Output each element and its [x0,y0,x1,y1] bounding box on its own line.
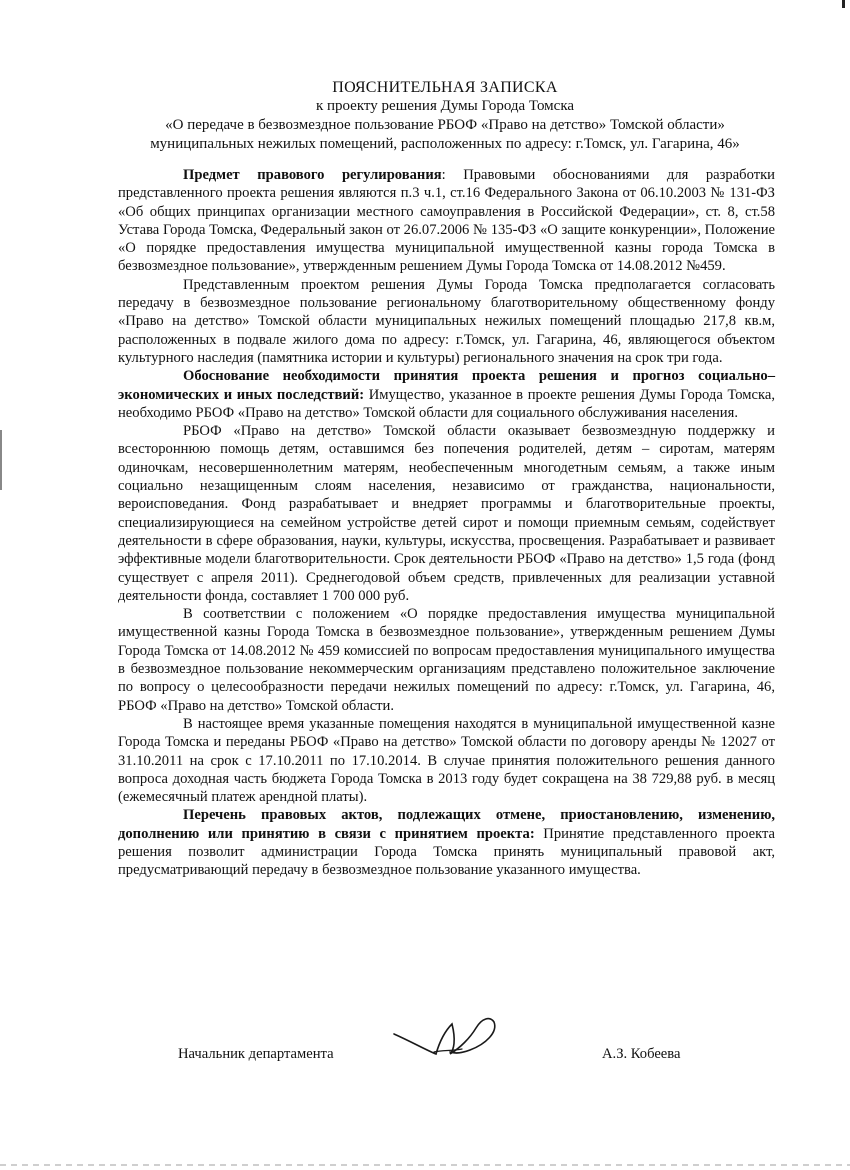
paragraph-commission-conclusion [118,605,775,715]
signatory-position: Начальник департамента [178,1046,334,1062]
signatory-name: А.З. Кобеева [602,1046,681,1062]
paragraph-text: Принятие представленного проекта решения позволит администрации Города Томска принять муниципальный правовой акт, предусматривающий передачу в безвозмездное пользование указанного имущества. [118,825,775,879]
paragraph-legal-acts [118,806,775,879]
paragraph-foundation-activity [118,422,775,605]
scan-edge-mark-top-right [842,0,845,8]
paragraph-regulation-subject [118,166,775,276]
scan-artifact-line [0,1164,850,1166]
paragraph-heading: Предмет правового регулирования [183,167,442,183]
signature-block [178,1046,738,1070]
paragraph-text: Имущество, указанное в проекте решения Думы Города Томска, необходимо РБОФ «Право на детство» Томской области для социального обслуживания населения. [118,386,775,421]
header-address-line: муниципальных нежилых помещений, расположенных по адресу: г.Томск, ул. Гагарина, 46» [150,136,740,152]
paragraph-project-description [118,276,775,367]
paragraph-justification [118,367,775,422]
document-body [118,166,775,880]
paragraph-text: В соответствии с положением «О порядке предоставления имущества муниципальной имущественной казны Города Томска в безвозмездное пользование», утвержденным решением Думы Города Томска от 14.08.2012 № 459 комиссией по вопросам предоставления муниципального имущества в безвозмездное пользование некоммерческим организациям представлено положительное заключение по вопросу о целесообразности передачи нежилых помещений по адресу: г.Томск, ул. Гагарина, 46, РБОФ «Право на детство» Томской области. [118,606,775,714]
paragraph-text: : Правовыми обоснованиями для разработки представленного проекта решения являются п.3 ч.1, ст.16 Федерального Закона от 06.10.2003 № 131-ФЗ «Об общих принципах организации местного самоуправления в Российской Федерации», ст. 8, ст.58 Устава Города Томска, Федеральный закон от 26.07.2006 № 135-ФЗ «О защите конкуренции», Положение «О порядке предоставления имущества муниципальной имущественной казны города Томска в безвозмездное пользование», утвержденным решением Думы Города Томска от 14.08.2012 №459. [118,167,775,275]
paragraph-current-lease [118,715,775,806]
header-project-name: «О передаче в безвозмездное пользование РБОФ «Право на детство» Томской области» [165,117,725,133]
paragraph-heading: Обоснование необходимости принятия проекта решения и прогноз социально–экономических и иных последствий: [118,368,775,403]
header-subtitle: к проекту решения Думы Города Томска [315,98,575,114]
document-header [110,78,780,154]
document-title: ПОЯСНИТЕЛЬНАЯ ЗАПИСКА [332,79,558,96]
scan-edge-mark-left [0,430,2,490]
paragraph-heading: Перечень правовых актов, подлежащих отмене, приостановлению, изменению, дополнению или принятию в связи с принятием проекта: [118,807,775,842]
paragraph-text: В настоящее время указанные помещения находятся в муниципальной имущественной казне Города Томска и переданы РБОФ «Право на детство» Томской области по договору аренды № 12027 от 31.10.2011 на срок с 17.10.2011 по 17.10.2014. В случае принятия положительного решения данного вопроса доходная часть бюджета Города Томска в 2013 году будет сокращена на 38 729,88 руб. в месяц (ежемесячный платеж арендной платы). [118,715,775,806]
paragraph-text: Представленным проектом решения Думы Города Томска предполагается согласовать передачу в безвозмездное пользование региональному благотворительному общественному фонду «Право на детство» Томской области муниципальных нежилых помещений площадью 217,8 кв.м, расположенных в подвале жилого дома по адресу: г.Томск, ул. Гагарина, 46, являющегося объектом культурного наследия (памятника истории и культуры) регионального значения на срок три года. [118,276,775,366]
paragraph-text: РБОФ «Право на детство» Томской области оказывает безвозмездную поддержку и всестороннюю помощь детям, оставшимся без попечения родителей, детям – сиротам, матерям одиночкам, несовершеннолетним матерям, необеспеченным многодетным семьям, а также иным социально незащищенным слоям населения, независимо от гражданства, национальности, вероисповедания. Фонд разрабатывает и внедряет программы и благотворительные проекты, специализирующиеся на семейном устройстве детей сирот и помощи приемным семьям, содействует деятельности в сфере образования, науки, культуры, искусства, просвещения. Разрабатывает и развивает эффективные модели благотворительности. Срок деятельности РБОФ «Право на детство» 1,5 года (фонд существует с апреля 2011). Среднегодовой объем средств, привлеченных для реализации уставной деятельности фонда, составляет 1 700 000 руб. [118,423,775,604]
